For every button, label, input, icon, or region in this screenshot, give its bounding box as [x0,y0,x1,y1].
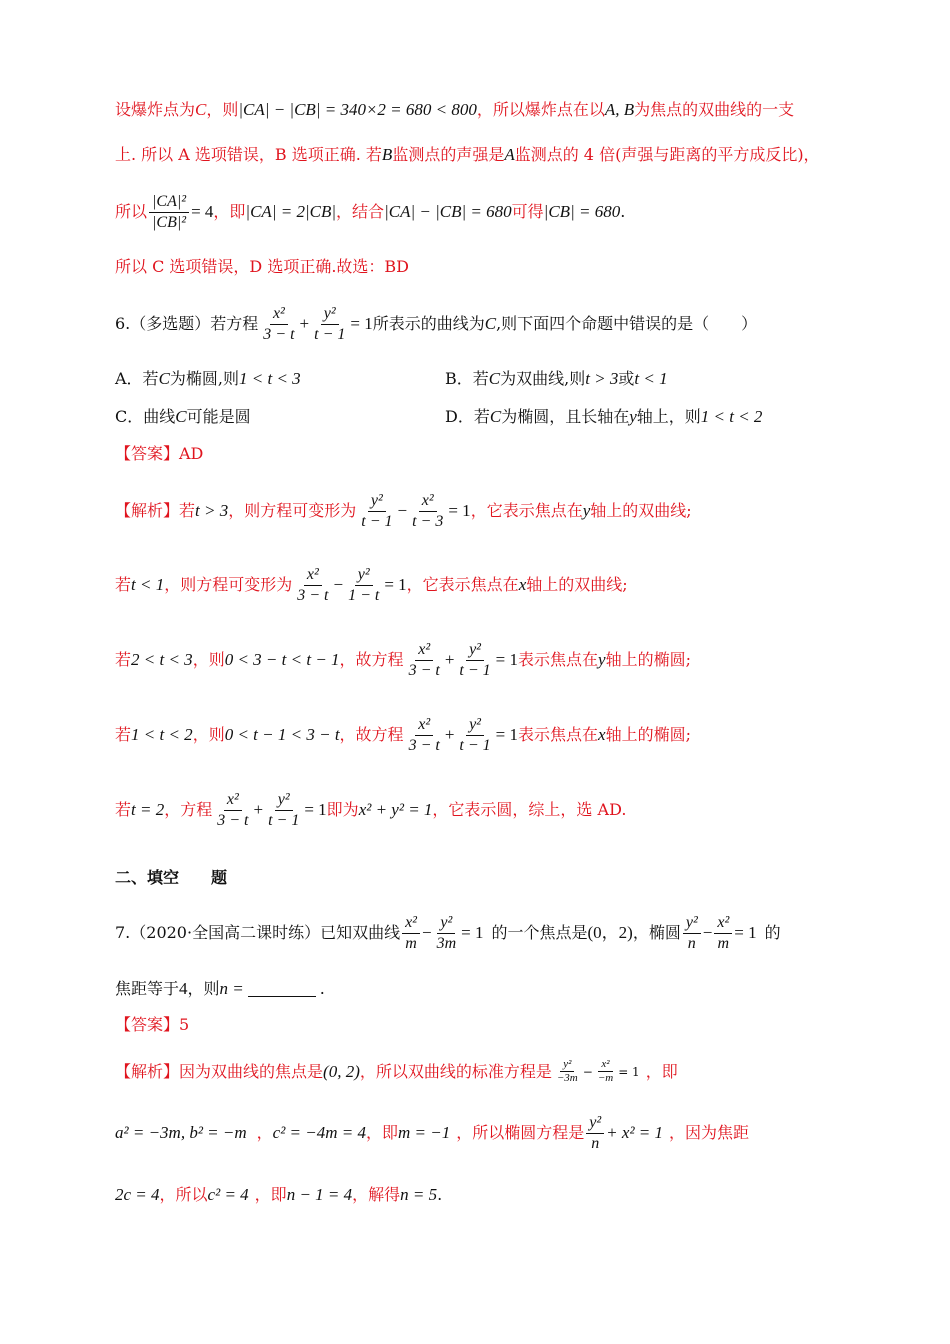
text-span: y² [437,913,455,934]
text-span: ，即 [366,1123,399,1142]
math-symbol: − [333,575,344,594]
text-span: 的一个焦点是 [491,923,588,942]
question-7-line-2 [115,977,855,1001]
text: 所以 C 选项错误，D 选项正确.故选：BD [115,257,410,276]
text-span: n = 5 [400,1185,438,1204]
text-span: 1 < t < 3 [239,369,301,388]
math: |CA| = 2|CB| [245,202,337,221]
text-span: y [598,650,606,669]
q7-solution-line-3 [115,1183,855,1207]
text: . [620,202,626,221]
text-span: = 1 [618,1064,640,1079]
fraction [294,565,331,606]
text-span: |CA|² [149,192,189,213]
text-span: t − 1 [361,512,393,530]
fraction [409,491,446,532]
q6-solution-line-3 [115,640,855,680]
fraction [260,304,297,345]
text-span: t − 1 [314,325,346,343]
text-span: (0, 2) [323,1061,360,1081]
text-span: x² [270,304,288,325]
math: A, B [604,100,635,119]
text-span: −3m [556,1072,578,1084]
text-span: t > 3 [585,369,619,388]
fraction [345,565,382,606]
text-span: y² [355,565,373,586]
question-6 [115,304,855,344]
text: 6.（多选题）若方程 [115,314,259,333]
text-span: m [405,934,417,952]
math: |CA| − |CB| = 340×2 = 680 < 800 [238,100,477,119]
text-span: x [518,575,527,594]
text-span: = 1 [461,923,484,942]
text-span: y [629,407,637,426]
text-span: 1 − t [348,586,380,604]
text-span: 表示焦点在 [518,650,599,669]
text-span: t − 1 [459,736,491,754]
text-span: 二、填空 题 [115,868,228,887]
math: B [381,145,393,164]
text-span: 即为 [326,800,359,819]
text-span: ，它表示焦点在 [470,501,583,520]
text-span: ，所以 [159,1185,208,1204]
text-span: = 1 [448,501,471,520]
text-span: ，因为焦距 [669,1123,750,1142]
text-span: x² [419,491,437,512]
text-span: y [582,501,591,520]
fraction [311,304,348,345]
text-span: y² [368,491,386,512]
text-span: 轴上的双曲线; [590,501,692,520]
text-span: ，方程 [164,800,213,819]
q7-solution-line-1 [115,1058,855,1085]
solution-line-3 [115,192,855,232]
math-symbol: − [582,1064,593,1079]
option-d [445,405,762,429]
text-span: y² [586,1113,604,1134]
math: C [195,100,207,119]
math: = 4 [191,202,214,221]
text-span: y² [466,640,484,661]
text-span: −m [597,1072,614,1084]
text-span: 若 [179,501,196,520]
text: ，则 [206,100,239,119]
text-span: ，则 [187,979,220,998]
text-span: x² [415,640,433,661]
fraction [265,790,302,831]
text-span: 轴上的椭圆; [605,650,691,669]
text-span: x² [415,715,433,736]
text-span: 3 − t [408,736,440,754]
q6-solution-line-5 [115,790,855,830]
text-span: 4 [179,979,188,998]
text-span: n [687,934,696,952]
text: 设爆炸点为 [115,100,196,119]
text-span: ，则 [192,650,225,669]
text-span: 因为双曲线的焦点是 [179,1061,324,1081]
math-symbol: − [397,501,408,520]
text: 为焦点的双曲线的一支 [634,100,795,119]
fraction [456,715,493,756]
text-span: ，所以双曲线的标准方程是 [359,1061,552,1081]
text-span: x [598,725,606,744]
text-span: t > 3 [195,501,229,520]
text-span: n = [219,979,244,998]
text-span: . [437,1185,443,1204]
text-span: n [591,1134,600,1152]
text-span: t − 1 [459,661,491,679]
text: ,则下面四个命题中错误的是（ ） [496,314,758,333]
math-symbol: + [253,800,264,819]
text-span: ，它表示圆，综上，选 AD. [432,800,627,819]
text-span: C [175,407,187,426]
text-span: 3 − t [408,661,440,679]
fraction [595,1058,616,1085]
text-span: 1 < t < 2 [131,725,193,744]
text-span: 轴上的椭圆; [605,725,691,744]
text: ，所以爆炸点在以 [476,100,605,119]
text-span: ，故方程 [339,725,404,744]
q7-solution-line-2 [115,1113,855,1153]
text-span: a² = −3m, b² = −m [115,1123,247,1142]
text-span: ，则方程可变形为 [228,501,357,520]
text-span: 3m [436,934,457,952]
text-span: 【解析】 [115,501,180,520]
text-span: ，即 [645,1061,678,1081]
text: 所以 [115,202,148,221]
answer-7 [115,1013,855,1037]
fraction [149,192,189,233]
section-heading [115,866,855,890]
text-span: ，解得 [352,1185,401,1204]
text-span: 3 − t [263,325,295,343]
text-span: 3 − t [297,586,329,604]
text-span: ，椭圆 [632,923,681,942]
text-span: = 1 [495,650,518,669]
fraction [683,913,701,954]
answer-blank [248,982,316,997]
text-span: = 1 [384,575,407,594]
fraction [406,640,443,681]
text-span: 或 [618,369,635,388]
fraction [402,913,420,954]
math: A [504,145,515,164]
text-span: 若 [115,800,132,819]
fraction [406,715,443,756]
text-span: 的 [764,923,781,942]
text-span: C [488,369,501,388]
text-span: . [319,979,325,998]
text-span: 若 [115,650,132,669]
text-span: m [717,934,730,952]
text-span: y² [275,790,293,811]
text-span: C [489,407,502,426]
text-span: ，故方程 [339,650,404,669]
fraction [214,790,251,831]
solution-line-2 [115,143,855,167]
text-span: y² [560,1058,574,1072]
text: 上. 所以 A 选项错误，B 选项正确. 若 [115,145,382,164]
text-span: ，所以椭圆方程是 [456,1123,585,1142]
text-span: y² [321,304,339,325]
fraction [358,491,395,532]
text-span: ， [256,1123,273,1142]
text-span: 为双曲线,则 [500,369,586,388]
fraction [714,913,732,954]
question-7 [115,913,855,953]
text-span: 2c = 4 [115,1185,160,1204]
text-span: t < 1 [131,575,165,594]
text-span: + x² = 1 [606,1123,664,1142]
text-span: (0，2) [587,923,633,942]
text-span: 2 < t < 3 [131,650,193,669]
text-span: t < 1 [634,369,668,388]
math-symbol: − [702,923,713,942]
math: = 1 [350,314,373,333]
math: |CB| = 680 [543,202,621,221]
text-span: 轴上，则 [636,407,701,426]
text-span: x² [402,913,420,934]
text: 【答案】AD [115,444,204,463]
text-span: A．若 [115,369,159,388]
math-symbol: + [444,650,455,669]
q6-solution-line-1 [115,491,855,531]
text-span: = 1 [495,725,518,744]
option-b [445,367,668,391]
text: 可得 [511,202,544,221]
option-a [115,367,301,391]
options-row-2 [115,405,855,429]
text-span: 【解析】 [115,1061,180,1081]
text-span: m = −1 [398,1123,451,1142]
text-span: 为椭圆，且长轴在 [501,407,630,426]
text-span: 7.（2020·全国高二课时练）已知双曲线 [115,923,401,942]
text-span: 0 < t − 1 < 3 − t [224,725,340,744]
math: |CA| − |CB| = 680 [384,202,512,221]
text-span: 若 [115,725,132,744]
text-span: x² [224,790,242,811]
text-span: ，则方程可变形为 [164,575,293,594]
text: 监测点的声强是 [392,145,505,164]
math: + [299,314,310,333]
math-symbol: − [421,923,432,942]
text-span: 【答案】5 [115,1015,190,1034]
text-span: 表示焦点在 [518,725,599,744]
text-span: x² [304,565,322,586]
text-span: D．若 [445,407,490,426]
text-span: B．若 [445,369,489,388]
q6-solution-line-2 [115,565,855,605]
text-span: x² [714,913,732,934]
options-row-1 [115,367,855,391]
text-span: 3 − t [217,811,249,829]
text-span: 为椭圆,则 [169,369,239,388]
text-span: 若 [115,575,132,594]
text-span: 1 < t < 2 [700,407,763,426]
fraction [434,913,460,954]
text-span: n − 1 = 4 [286,1185,353,1204]
text-span: C．曲线 [115,407,176,426]
text-span: ，即 [254,1185,287,1204]
q6-solution-line-4 [115,715,855,755]
text: 监测点的 4 倍(声强与距离的平方成反比)， [514,145,820,164]
solution-line-4 [115,255,855,279]
text-span: x² + y² = 1 [358,800,433,819]
text-span: 轴上的双曲线; [526,575,628,594]
text-span: t − 1 [268,811,300,829]
text-span: 可能是圆 [186,407,251,426]
math-symbol: + [444,725,455,744]
text-span: 0 < 3 − t < t − 1 [224,650,340,669]
text-span: y² [466,715,484,736]
text: ，即 [213,202,246,221]
text: ，结合 [336,202,385,221]
fraction [456,640,493,681]
text-span: t = 2 [131,800,165,819]
text-span: C [158,369,170,388]
text-span: ，它表示焦点在 [406,575,519,594]
text-span: x² [598,1058,612,1072]
text-span: c² = 4 [207,1185,249,1204]
fraction [554,1058,581,1085]
text-span: c² = −4m = 4 [272,1123,366,1142]
text: 所表示的曲线为 [372,314,485,333]
text-span: y² [683,913,701,934]
text-span: t − 3 [412,512,444,530]
math: C [484,314,497,333]
answer-6 [115,442,855,466]
solution-line-1 [115,98,855,122]
text-span: = 1 [734,923,757,942]
text-span: ，则 [192,725,225,744]
option-c [115,405,251,429]
text-span: |CB|² [152,213,187,231]
text-span: = 1 [304,800,327,819]
fraction [586,1113,604,1154]
text-span: 焦距等于 [115,979,180,998]
